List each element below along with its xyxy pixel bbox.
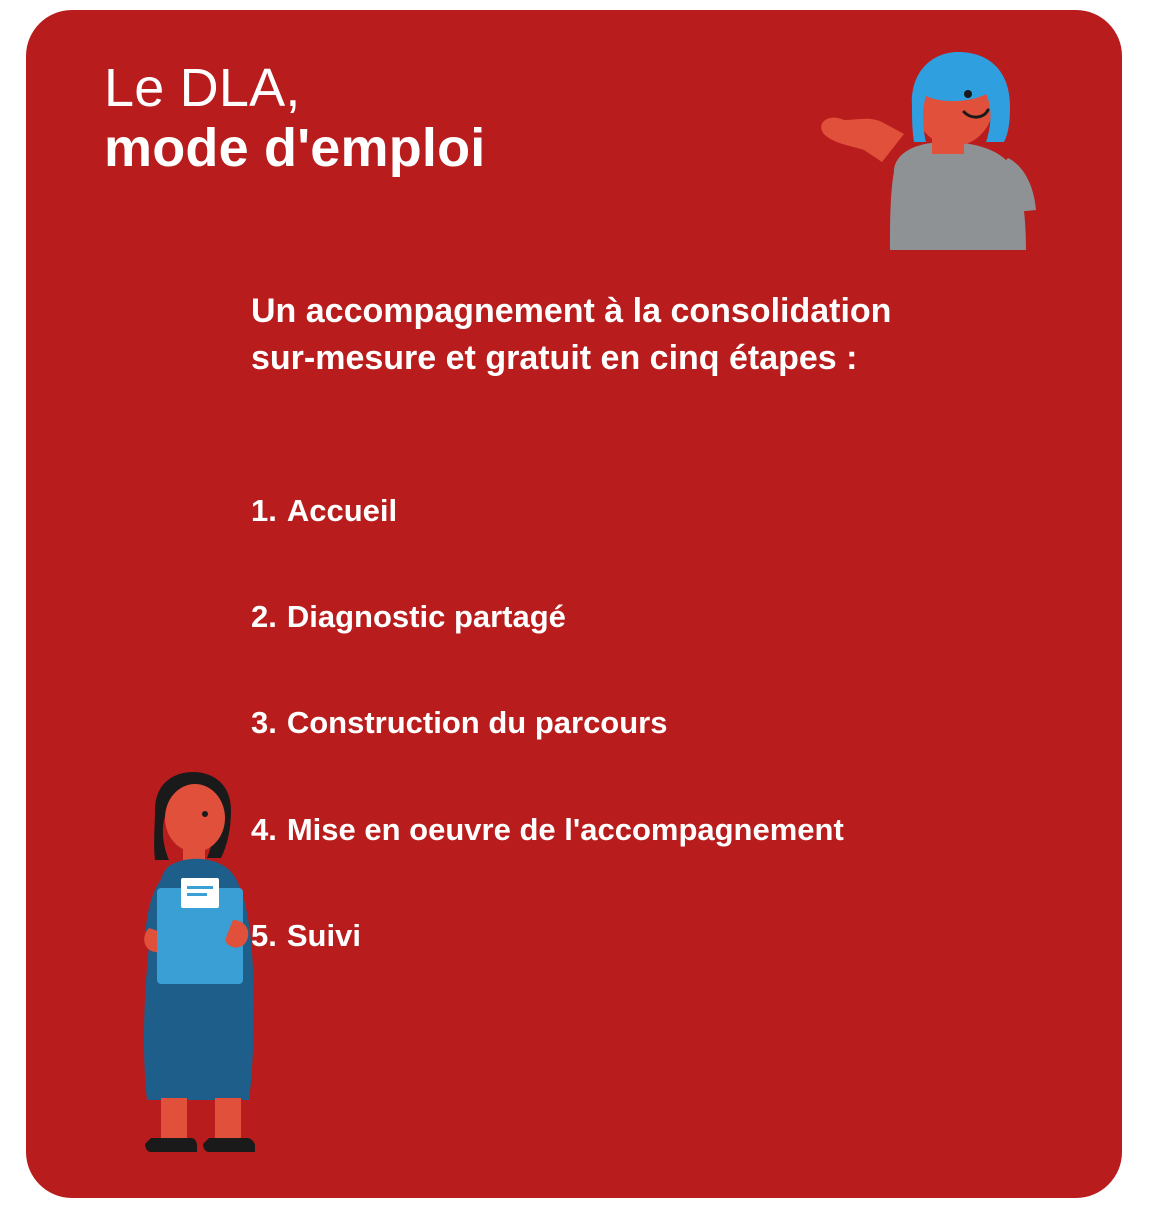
step-number: 5. (251, 917, 277, 953)
step-label: Accueil (286, 493, 398, 528)
step-label: Diagnostic partagé (286, 599, 566, 635)
step-number: 2. (251, 599, 277, 635)
step-label: Mise en oeuvre de l'accompagnement (286, 811, 844, 847)
step-number: 3. (251, 705, 277, 741)
list-item (251, 704, 1091, 741)
intro-line-2: sur-mesure et gratuit en cinq étapes : (251, 338, 858, 377)
info-card (26, 10, 1122, 1198)
step-label: Construction du parcours (286, 705, 668, 741)
woman-waving-illustration (786, 50, 1066, 265)
list-item (251, 492, 1091, 529)
title-line-1: Le DLA, (104, 58, 301, 118)
list-item (251, 917, 1091, 954)
list-item (251, 598, 1091, 635)
steps-list (251, 492, 1091, 954)
step-label: Suivi (286, 917, 361, 953)
step-number: 4. (251, 811, 277, 847)
list-item (251, 811, 1091, 848)
page-title (104, 58, 485, 179)
woman-with-clipboard-illustration (111, 770, 326, 1170)
intro-line-1: Un accompagnement à la consolidation (251, 292, 892, 330)
title-line-2: mode d'emploi (104, 118, 486, 179)
intro-text (251, 288, 1081, 382)
step-number: 1. (251, 493, 277, 528)
